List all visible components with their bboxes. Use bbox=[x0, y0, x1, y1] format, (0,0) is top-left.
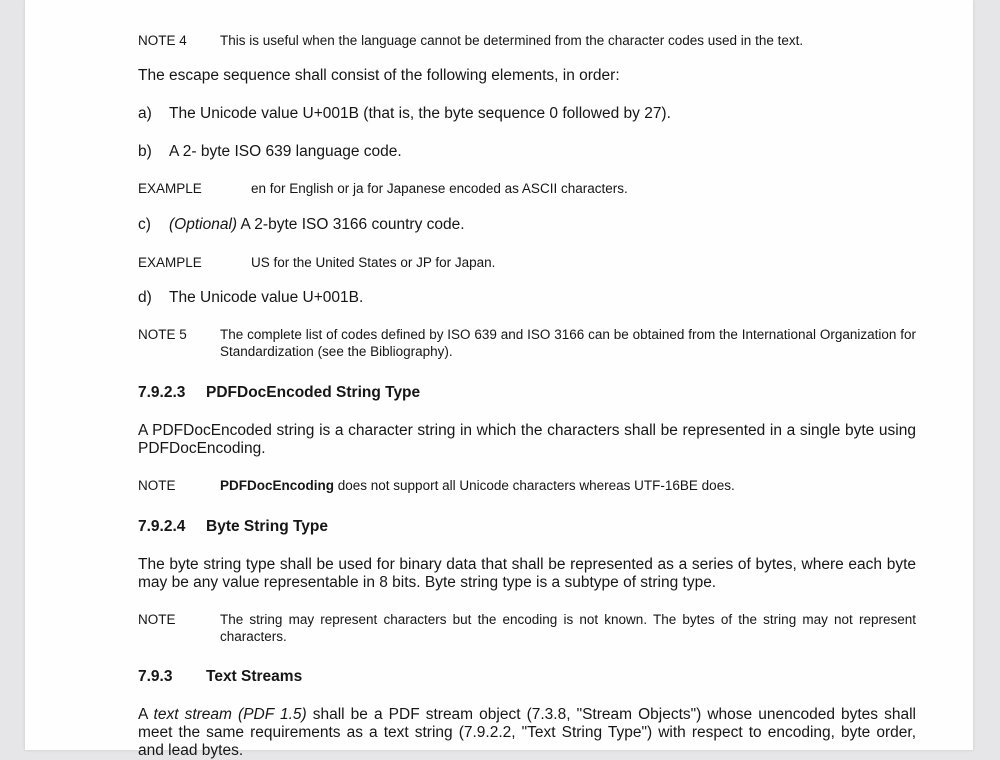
note-label: NOTE bbox=[138, 612, 176, 627]
section-number: 7.9.2.3 bbox=[138, 384, 186, 401]
section-number: 7.9.3 bbox=[138, 668, 173, 685]
section-title: Text Streams bbox=[206, 668, 303, 685]
list-item-d bbox=[138, 289, 363, 307]
note-4 bbox=[138, 32, 938, 49]
section-heading-793 bbox=[138, 668, 302, 686]
example-2 bbox=[138, 254, 938, 271]
text-streams-paragraph bbox=[138, 706, 916, 760]
example-1 bbox=[138, 180, 938, 197]
list-item-text: The Unicode value U+001B. bbox=[169, 289, 364, 306]
note-text: The string may represent characters but the encoding is not known. The bytes of the string may not represent characters. bbox=[220, 612, 916, 644]
document-page bbox=[25, 0, 973, 759]
note-label: NOTE 5 bbox=[138, 327, 187, 342]
note-5 bbox=[138, 326, 938, 362]
note-label: NOTE bbox=[138, 478, 176, 493]
optional-marker: (Optional) bbox=[169, 216, 238, 233]
section-heading-7924 bbox=[138, 518, 328, 536]
list-item-c bbox=[138, 216, 465, 234]
note-label: NOTE 4 bbox=[138, 33, 187, 48]
list-item-text: The Unicode value U+001B (that is, the byte sequence 0 followed by 27). bbox=[169, 105, 671, 122]
section-number: 7.9.2.4 bbox=[138, 518, 186, 535]
list-marker: a) bbox=[138, 105, 152, 122]
note-byte-string bbox=[138, 611, 938, 647]
byte-string-paragraph: The byte string type shall be used for binary data that shall be represented as a series of bytes, where each byte may be any value representable in 8 bits. Byte string type is a subtype of string type. bbox=[138, 556, 916, 591]
pdf-version-marker: (PDF 1.5) bbox=[238, 706, 307, 723]
list-item-text: A 2-byte ISO 3166 country code. bbox=[237, 216, 465, 233]
note-text: This is useful when the language cannot be determined from the character codes used in the text. bbox=[220, 33, 804, 48]
example-label: EXAMPLE bbox=[138, 181, 202, 196]
list-item-a bbox=[138, 105, 671, 123]
list-item-text: A 2- byte ISO 639 language code. bbox=[169, 143, 402, 160]
example-text: US for the United States or JP for Japan. bbox=[251, 255, 496, 270]
escape-intro-paragraph: The escape sequence shall consist of the following elements, in order: bbox=[138, 67, 620, 84]
note-text: The complete list of codes defined by ISO 639 and ISO 3166 can be obtained from the International Organization for Standardization (see the Bibliography). bbox=[220, 327, 916, 359]
list-marker: b) bbox=[138, 143, 152, 160]
example-label: EXAMPLE bbox=[138, 255, 202, 270]
note-pdfdocencoding bbox=[138, 477, 938, 494]
para-prefix: A bbox=[138, 706, 154, 723]
section-title: PDFDocEncoded String Type bbox=[206, 384, 421, 401]
pdfdocencoded-paragraph: A PDFDocEncoded string is a character string in which the characters shall be represented in a single byte using PDFDocEncoding. bbox=[138, 422, 916, 457]
note-text-rest: does not support all Unicode characters whereas UTF-16BE does. bbox=[334, 478, 735, 493]
list-marker: d) bbox=[138, 289, 152, 306]
para-rest: shall be a PDF stream object (7.3.8, "Stream Objects") whose unencoded bytes shall meet the same requirements as a text string (7.9.2.2, "Text String Type") with respect to encoding, byte order, and lead bytes. bbox=[138, 706, 916, 759]
list-marker: c) bbox=[138, 216, 151, 233]
term-text-stream: text stream bbox=[153, 706, 232, 723]
list-item-b bbox=[138, 143, 402, 161]
note-bold-term: PDFDocEncoding bbox=[220, 478, 334, 493]
section-heading-7923 bbox=[138, 384, 420, 402]
note-text bbox=[220, 477, 916, 494]
example-text: en for English or ja for Japanese encoded as ASCII characters. bbox=[251, 181, 628, 196]
section-title: Byte String Type bbox=[206, 518, 329, 535]
